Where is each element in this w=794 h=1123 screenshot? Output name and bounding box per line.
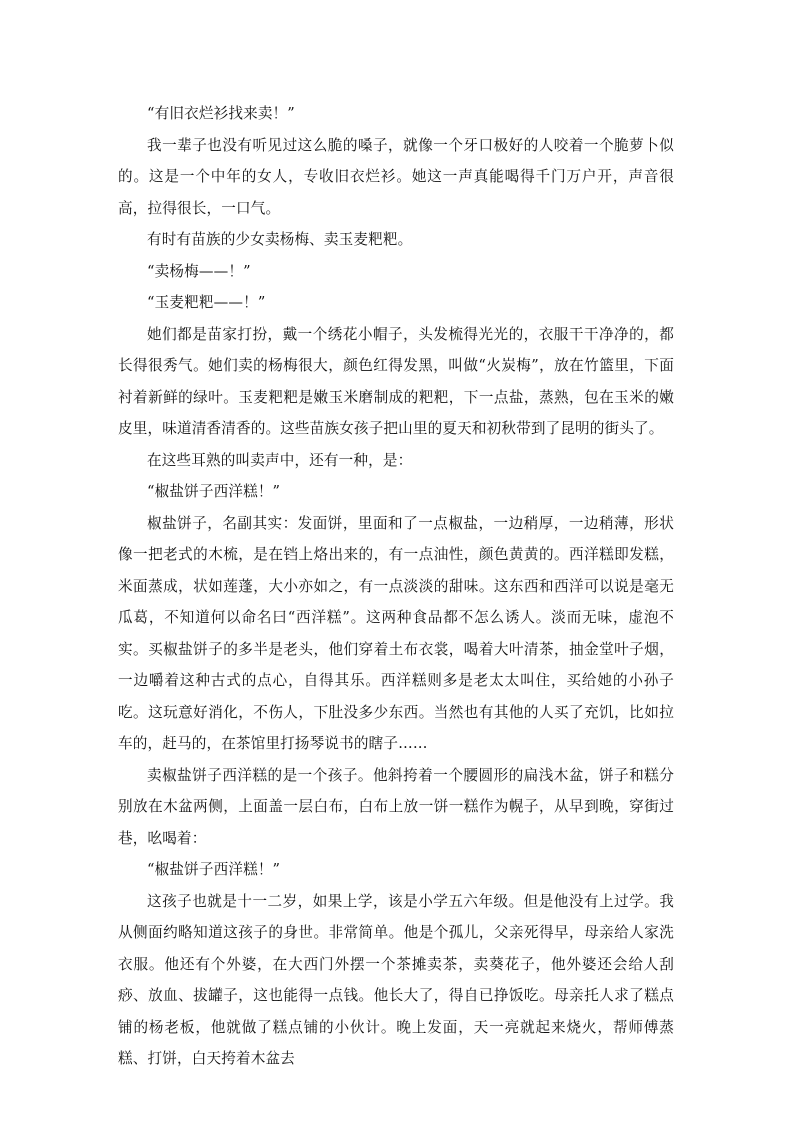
paragraph: 有时有苗族的少女卖杨梅、卖玉麦粑粑。 [147, 231, 413, 248]
paragraph: 这孩子也就是十一二岁，如果上学，该是小学五六年级。但是他没有上过学。我从侧面约略知道这孩子的身世。非常简单。他是个孤儿，父亲死得早，母亲给人家洗衣服。他还有个外婆，在大西门外摆一个茶摊卖茶，卖葵花子，他外婆还会给人刮痧、放血、拔罐子，这也能得一点钱。他长大了，得自已挣饭吃。母亲托人求了糕点铺的杨老板，他就做了糕点铺的小伙计。晚上发面，天一亮就起来烧火，帮师傅蒸糕、打饼，白天挎着木盆去 [118, 892, 674, 1067]
paragraph: 我一辈子也没有听见过这么脆的嗓子，就像一个牙口极好的人咬着一个脆萝卜似的。这是一个中年的女人，专收旧衣烂衫。她这一声真能喝得千门万户开，声音很高，拉得很长，一口气。 [118, 136, 674, 217]
paragraph: “椒盐饼子西洋糕！” [147, 861, 281, 878]
paragraph: 在这些耳熟的叫卖声中，还有一种，是： [147, 451, 413, 469]
article-body [118, 98, 674, 1075]
paragraph: 她们都是苗家打扮，戴一个绣花小帽子，头发梳得光光的，衣服干干净净的，都长得很秀气。她们卖的杨梅很大，颜色红得发黑，叫做“火炭梅”，放在竹篮里，下面衬着新鲜的绿叶。玉麦粑粑是嫩玉米磨制成的粑粑，下一点盐，蒸熟，包在玉米的嫩皮里，味道清香清香的。这些苗族女孩子把山里的夏天和初秋带到了昆明的街头了。 [118, 325, 674, 437]
paragraph: “有旧衣烂衫找来卖！” [147, 105, 295, 122]
paragraph: “椒盐饼子西洋糕！” [147, 483, 281, 500]
paragraph: 卖椒盐饼子西洋糕的是一个孩子。他斜挎着一个腰圆形的扁浅木盆，饼子和糕分别放在木盆两侧，上面盖一层白布，白布上放一饼一糕作为幌子，从早到晚，穿街过巷，吆喝着： [118, 766, 674, 847]
paragraph: “卖杨梅——！” [147, 262, 251, 280]
paragraph: “玉麦粑粑——！” [147, 294, 266, 311]
paragraph: 椒盐饼子，名副其实：发面饼，里面和了一点椒盐，一边稍厚，一边稍薄，形状像一把老式的木梳，是在铛上烙出来的，有一点油性，颜色黄黄的。西洋糕即发糕，米面蒸成，状如莲蓬，大小亦如之，有一点淡淡的甜味。这东西和西洋可以说是毫无瓜葛，不知道何以命名曰“西洋糕”。这两种食品都不怎么诱人。淡而无味，虚泡不实。买椒盐饼子的多半是老头，他们穿着土布衣裳，喝着大叶清茶，抽金堂叶子烟，一边嚼着这种古式的点心，自得其乐。西洋糕则多是老太太叫住，买给她的小孙子吃。这玩意好消化，不伤人，下肚没多少东西。当然也有其他的人买了充饥，比如拉车的，赶马的，在茶馆里打扬琴说书的瞎子…… [118, 514, 674, 752]
